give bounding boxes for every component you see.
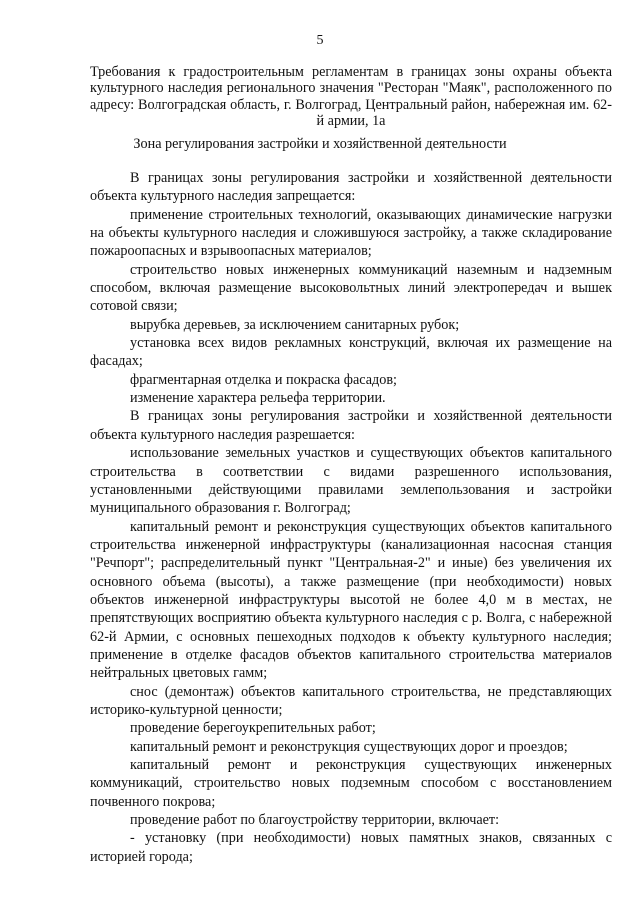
paragraph: применение строительных технологий, оказывающих динамические нагрузки на объекты культурного наследия и сложившуюся застройку, а также складирование пожароопасных и взрывоопасных материалов; (90, 206, 612, 260)
document-title: Требования к градостроительным регламентам в границах зоны охраны объекта культурного наследия регионального значения "Ресторан "Маяк", расположенного по адресу: Волгоградская область, г. Волгоград, Центральный район, набережная им. 62-й армии, 1а (90, 64, 612, 130)
paragraph: капитальный ремонт и реконструкция существующих объектов капитального строительства инженерной инфраструктуры (канализационная насосная станция "Речпорт"; распределительный пункт "Центральная-2" и иные) без увеличения их основного объема (высоты), а также размещение (при необходимости) новых объектов инженерной инфраструктуры высотой не более 4,0 м в местах, не препятствующих восприятию объекта культурного наследия с р. Волга, с набережной 62-й Армии, с основных пешеходных подходов к объекту культурного наследия; применение в отделке фасадов объектов капитального строительства материалов нейтральных цветовых гамм; (90, 518, 612, 682)
paragraph: изменение характера рельефа территории. (130, 390, 386, 407)
paragraph: - установку (при необходимости) новых памятных знаков, связанных с историей города; (90, 830, 612, 865)
page-number: 5 (316, 33, 324, 48)
paragraph: строительство новых инженерных коммуникаций наземным и надземным способом, включая размещение высоковольтных линий электропередач и вышек сотовой связи; (90, 261, 612, 315)
paragraph: В границах зоны регулирования застройки и хозяйственной деятельности объекта культурного наследия запрещается: (90, 170, 612, 205)
zone-heading: Зона регулирования застройки и хозяйственной деятельности (133, 136, 507, 152)
paragraph: снос (демонтаж) объектов капитального строительства, не представляющих историко-культурной ценности; (90, 683, 612, 718)
paragraph: фрагментарная отделка и покраска фасадов; (130, 371, 397, 388)
paragraph: использование земельных участков и существующих объектов капитального строительства в соответствии с видами разрешенного использования, установленными действующими правилами землепользования и застройки муниципального образования г. Волгоград; (90, 445, 612, 517)
paragraph: вырубка деревьев, за исключением санитарных рубок; (130, 316, 460, 333)
paragraph: В границах зоны регулирования застройки и хозяйственной деятельности объекта культурного наследия разрешается: (90, 408, 612, 443)
paragraph: капитальный ремонт и реконструкция существующих инженерных коммуникаций, строительство новых подземным способом с восстановлением почвенного покрова; (90, 757, 612, 810)
paragraph: капитальный ремонт и реконструкция существующих дорог и проездов; (130, 738, 568, 755)
paragraph: установка всех видов рекламных конструкций, включая их размещение на фасадах; (90, 335, 612, 370)
paragraph: проведение работ по благоустройству территории, включает: (130, 812, 500, 829)
paragraph: проведение берегоукрепительных работ; (130, 720, 376, 737)
document-body (90, 169, 612, 866)
